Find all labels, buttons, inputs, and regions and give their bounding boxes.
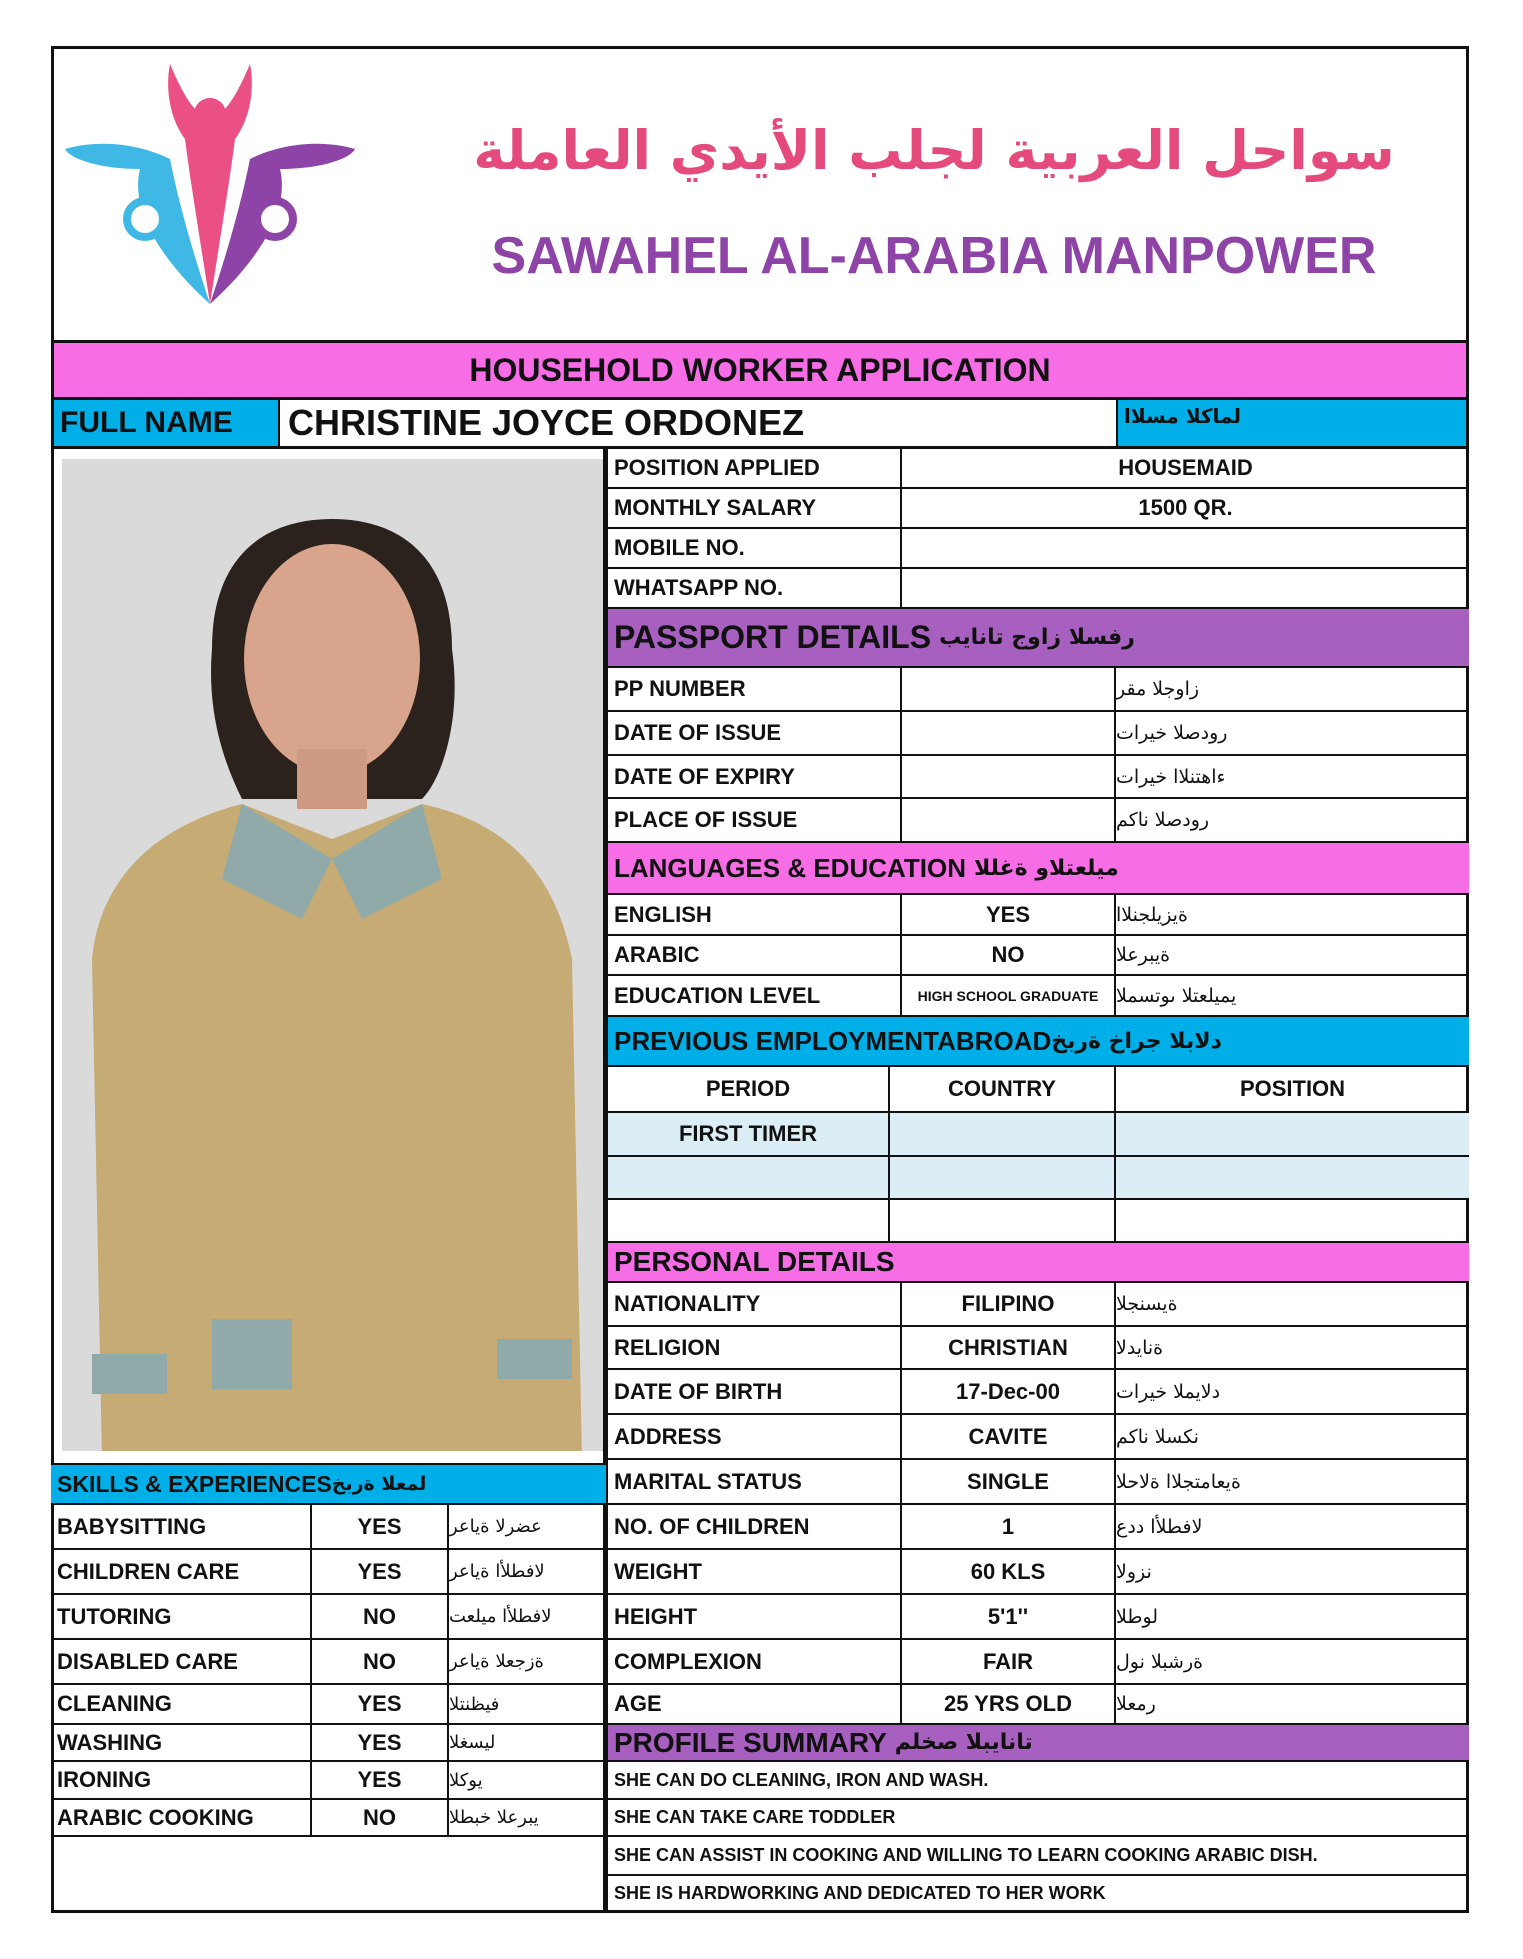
skill-row-disabled-care [51, 1640, 606, 1685]
field-label: AGE [606, 1685, 902, 1723]
column-header-position: POSITION [1239, 1076, 1346, 1101]
info-row-nationality [606, 1283, 1469, 1327]
info-row-religion [606, 1327, 1469, 1370]
skill-label-arabic: فيظنتلا [449, 1693, 500, 1715]
field-label-arabic: زاوجلا مقر [1116, 678, 1200, 700]
info-row-weight [606, 1550, 1469, 1595]
languages-title: LANGUAGES & EDUCATION [614, 852, 966, 883]
field-value: NO [902, 936, 1116, 974]
skill-label-arabic: يبرعلا خبطلا [449, 1807, 539, 1828]
employment-header-row [606, 1067, 1469, 1113]
field-value: FAIR [902, 1640, 1116, 1683]
column-header-country: COUNTRY [890, 1067, 1116, 1111]
employment-cell [606, 1157, 890, 1198]
skill-label: IRONING [51, 1762, 312, 1798]
skill-label: CLEANING [51, 1685, 312, 1723]
field-label-arabic: رمعلا [1116, 1693, 1156, 1715]
employment-cell [890, 1157, 1116, 1198]
field-label-arabic: رودصلا ناكم [1116, 809, 1210, 831]
languages-section-header [606, 843, 1469, 895]
field-label-arabic: ةنايدلا [1116, 1336, 1164, 1359]
skill-label: WASHING [51, 1725, 312, 1760]
field-label: WEIGHT [606, 1550, 902, 1593]
employment-section-header [606, 1017, 1469, 1067]
employment-cell [1116, 1157, 1469, 1198]
field-label-arabic: ةيسنجلا [1116, 1293, 1178, 1315]
personal-section-header [606, 1243, 1469, 1283]
info-row-english [606, 895, 1469, 936]
skill-row-babysitting [51, 1505, 606, 1550]
field-value [902, 668, 1116, 710]
info-row-education-level [606, 976, 1469, 1017]
passport-section-header [606, 609, 1469, 668]
skill-label-arabic: يوكلا [449, 1769, 483, 1791]
field-value: 17-Dec-00 [902, 1370, 1116, 1413]
employment-cell [1116, 1113, 1469, 1155]
field-value: HIGH SCHOOL GRADUATE [902, 976, 1116, 1015]
skill-label: TUTORING [51, 1595, 312, 1638]
skill-row-arabic-cooking [51, 1800, 606, 1837]
info-row-arabic [606, 936, 1469, 976]
skill-value: NO [312, 1640, 449, 1683]
skill-label: ARABIC COOKING [51, 1800, 312, 1835]
skill-value: YES [312, 1550, 449, 1593]
field-label-arabic: ءاهتنلاا خيرات [1116, 765, 1226, 788]
summary-line: SHE IS HARDWORKING AND DEDICATED TO HER WORK [606, 1876, 1469, 1912]
field-label-arabic: ةيزيلجنلاا [1116, 903, 1188, 926]
field-label: WHATSAPP NO. [606, 569, 902, 607]
skill-label: DISABLED CARE [51, 1640, 312, 1683]
details-column [606, 449, 1469, 1912]
info-row-mobile-no [606, 529, 1469, 569]
employment-cell [890, 1200, 1116, 1241]
info-row-pp-number [606, 668, 1469, 712]
employment-cell: FIRST TIMER [606, 1113, 890, 1155]
skill-label: CHILDREN CARE [51, 1550, 312, 1593]
field-label: NO. OF CHILDREN [606, 1505, 902, 1548]
info-row-position-applied [606, 449, 1469, 489]
field-value [902, 712, 1116, 754]
skill-value: NO [312, 1800, 449, 1835]
field-value: SINGLE [902, 1460, 1116, 1503]
column-header-period: PERIOD [606, 1067, 890, 1111]
skill-label-arabic: لافطلأا ةياعر [449, 1561, 545, 1582]
info-row-date-of-issue [606, 712, 1469, 756]
company-name-english: SAWAHEL AL-ARABIA MANPOWER [491, 227, 1377, 285]
skill-value: NO [312, 1595, 449, 1638]
form-title: HOUSEHOLD WORKER APPLICATION [51, 343, 1469, 397]
field-label: PP NUMBER [606, 668, 902, 710]
field-label-arabic: رودصلا خيرات [1116, 722, 1228, 744]
employment-row [606, 1200, 1469, 1243]
full-name-label-arabic: لماكلا مسلاا [1124, 404, 1241, 428]
skill-value: YES [312, 1505, 449, 1548]
skill-label-arabic: ةزجعلا ةياعر [449, 1651, 544, 1672]
field-label: POSITION APPLIED [606, 449, 902, 487]
field-value: 60 KLS [902, 1550, 1116, 1593]
employment-cell [890, 1113, 1116, 1155]
field-label-arabic: دلايملا خيرات [1116, 1380, 1221, 1403]
skill-row-ironing [51, 1762, 606, 1800]
employment-title-arabic: دلابلا جراخ ةربخ [1051, 1028, 1222, 1054]
field-value [902, 799, 1116, 841]
field-label-arabic: نزولا [1116, 1560, 1152, 1583]
skill-label-arabic: عضرلا ةياعر [449, 1516, 542, 1537]
field-label: RELIGION [606, 1327, 902, 1368]
info-row-height [606, 1595, 1469, 1640]
field-label-arabic: ةيبرعلا [1116, 944, 1171, 966]
skills-title-arabic: لمعلا ةربخ [331, 1473, 427, 1495]
skill-label-arabic: لافطلأا ميلعت [449, 1606, 552, 1627]
field-label: DATE OF BIRTH [606, 1370, 902, 1413]
skill-row-children-care [51, 1550, 606, 1595]
field-label-arabic: يميلعتلا ىوتسملا [1116, 984, 1237, 1007]
field-label-arabic: نكسلا ناكم [1116, 1425, 1199, 1448]
full-name-value: CHRISTINE JOYCE ORDONEZ [280, 400, 1118, 446]
field-value: 1500 QR. [1138, 495, 1233, 520]
field-value: CHRISTIAN [902, 1327, 1116, 1368]
info-row-no-of-children [606, 1505, 1469, 1550]
field-value [902, 756, 1116, 797]
employment-row [606, 1157, 1469, 1200]
field-label: ARABIC [606, 936, 902, 974]
field-value [902, 529, 1469, 567]
company-header [51, 46, 1469, 343]
skills-title: SKILLS & EXPERIENCES [57, 1470, 332, 1497]
company-name-arabic: سواحل العربية لجلب الأيدي العاملة [473, 119, 1395, 182]
field-value: HOUSEMAID [1118, 455, 1253, 480]
employment-cell [606, 1200, 890, 1241]
field-label: MONTHLY SALARY [606, 489, 902, 527]
employment-row [606, 1113, 1469, 1157]
full-name-label: FULL NAME [54, 400, 280, 446]
skill-label: BABYSITTING [51, 1505, 312, 1548]
field-value: CAVITE [902, 1415, 1116, 1458]
summary-line: SHE CAN DO CLEANING, IRON AND WASH. [606, 1762, 1469, 1800]
field-value: YES [902, 895, 1116, 934]
field-label: COMPLEXION [606, 1640, 902, 1683]
field-label: DATE OF EXPIRY [606, 756, 902, 797]
field-label: DATE OF ISSUE [606, 712, 902, 754]
field-value: 5'1'' [902, 1595, 1116, 1638]
info-row-whatsapp-no [606, 569, 1469, 609]
employment-title: PREVIOUS EMPLOYMENTABROAD [614, 1025, 1052, 1056]
field-label: PLACE OF ISSUE [606, 799, 902, 841]
field-label-arabic: ةرشبلا نول [1116, 1650, 1204, 1673]
languages-title-arabic: ميلعتلاو ةغللا [973, 855, 1119, 881]
skill-row-cleaning [51, 1685, 606, 1725]
info-row-monthly-salary [606, 489, 1469, 529]
skill-row-washing [51, 1725, 606, 1762]
summary-title: PROFILE SUMMARY [614, 1726, 887, 1758]
info-row-place-of-issue [606, 799, 1469, 843]
info-row-age [606, 1685, 1469, 1725]
field-label: ENGLISH [606, 895, 902, 934]
field-label-arabic: لافطلأا ددع [1116, 1515, 1203, 1538]
employment-cell [1116, 1200, 1469, 1241]
field-label: NATIONALITY [606, 1283, 902, 1325]
summary-section-header [606, 1725, 1469, 1762]
info-row-date-of-birth [606, 1370, 1469, 1415]
company-logo-icon [60, 59, 360, 319]
passport-title: PASSPORT DETAILS [614, 619, 932, 655]
skill-value: YES [312, 1685, 449, 1723]
personal-title: PERSONAL DETAILS [614, 1246, 895, 1277]
info-row-marital-status [606, 1460, 1469, 1505]
skill-value: YES [312, 1725, 449, 1760]
field-label: MARITAL STATUS [606, 1460, 902, 1503]
info-row-address [606, 1415, 1469, 1460]
field-value: FILIPINO [902, 1283, 1116, 1325]
skills-column [51, 1463, 606, 1837]
field-label: HEIGHT [606, 1595, 902, 1638]
applicant-photo [62, 459, 603, 1451]
skill-value: YES [312, 1762, 449, 1798]
person-photo-icon [62, 459, 603, 1451]
field-label-arabic: ةيعامتجلاا ةلاحلا [1116, 1470, 1241, 1493]
field-label: MOBILE NO. [606, 529, 902, 567]
info-row-complexion [606, 1640, 1469, 1685]
passport-title-arabic: رفسلا زاوج تانايب [939, 625, 1135, 650]
field-label: EDUCATION LEVEL [606, 976, 902, 1015]
skill-row-tutoring [51, 1595, 606, 1640]
field-value: 1 [902, 1505, 1116, 1548]
skills-section-header [51, 1463, 606, 1505]
summary-title-arabic: تانايبلا صخلم [894, 1730, 1033, 1755]
skill-label-arabic: ليسغلا [449, 1732, 496, 1753]
field-label-arabic: لوطلا [1116, 1605, 1159, 1628]
summary-line: SHE CAN TAKE CARE TODDLER [606, 1800, 1469, 1837]
field-value: 25 YRS OLD [902, 1685, 1116, 1723]
full-name-row [51, 397, 1469, 449]
field-value [902, 569, 1469, 607]
field-label: ADDRESS [606, 1415, 902, 1458]
info-row-date-of-expiry [606, 756, 1469, 799]
summary-line: SHE CAN ASSIST IN COOKING AND WILLING TO LEARN COOKING ARABIC DISH. [606, 1837, 1469, 1876]
